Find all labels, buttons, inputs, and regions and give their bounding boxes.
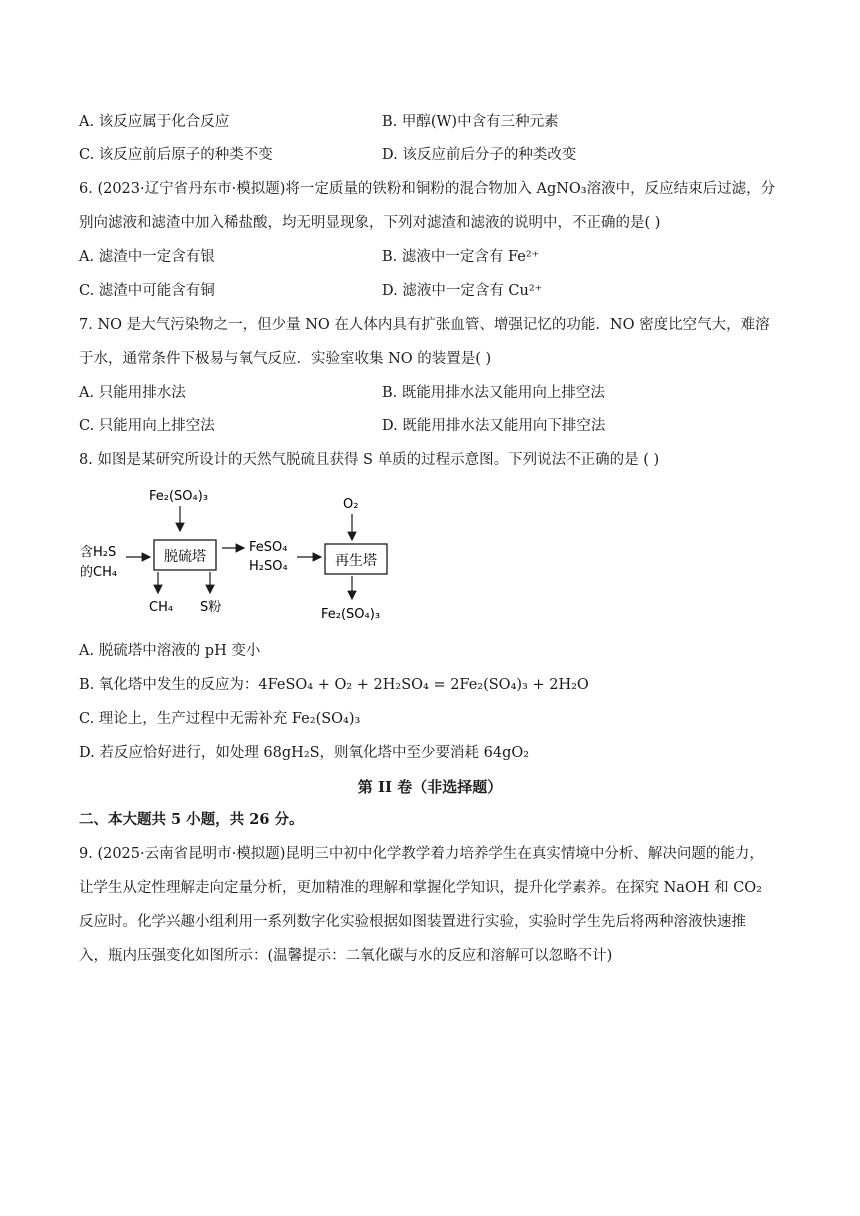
section2-title: 第 II 卷（非选择题） (357, 778, 503, 796)
q6-option-d: D. 滤液中一定含有 Cu²⁺ (382, 283, 543, 299)
label-tower1: 脱硫塔 (164, 549, 206, 565)
q6-option-b: B. 滤液中一定含有 Fe²⁺ (382, 249, 540, 265)
q8-option-b: B. 氧化塔中发生的反应为：4FeSO₄ + O₂ + 2H₂SO₄ = 2Fe₂(SO₄)₃ + 2H₂O (79, 677, 589, 693)
q6-stem-line2: 别向滤液和滤渣中加入稀盐酸，均无明显现象，下列对滤渣和滤液的说明中，不正确的是( ) (79, 215, 661, 231)
label-ch4-out: CH₄ (149, 600, 174, 615)
label-input-line1: 含H₂S (80, 545, 117, 560)
q6-option-c: C. 滤渣中可能含有铜 (79, 283, 215, 299)
label-fe2so43-top: Fe₂(SO₄)₃ (149, 489, 209, 504)
section2-header: 二、本大题共 5 小题，共 26 分。 (79, 811, 304, 828)
q6-option-a: A. 滤渣中一定含有银 (79, 249, 215, 265)
q5-option-c: C. 该反应前后原子的种类不变 (79, 147, 273, 163)
label-s-out: S粉 (200, 600, 222, 615)
label-input-line2: 的CH₄ (80, 565, 118, 580)
q6-stem-line1: 6. (2023·辽宁省丹东市·模拟题)将一定质量的铁粉和铜粉的混合物加入 AgNO₃溶液中，反应结束后过滤，分 (79, 181, 776, 197)
label-mid-line2: H₂SO₄ (249, 559, 288, 574)
label-mid-line1: FeSO₄ (249, 540, 288, 555)
label-fe2so43-bottom: Fe₂(SO₄)₃ (321, 607, 381, 622)
q9-stem-line3: 反应时。化学兴趣小组利用一系列数字化实验根据如图装置进行实验，实验时学生先后将两种溶液快速推 (79, 914, 746, 930)
q9-stem-line2: 让学生从定性理解走向定量分析，更加精准的理解和掌握化学知识，提升化学素养。在探究 NaOH 和 CO₂ (79, 880, 762, 896)
label-o2: O₂ (343, 497, 359, 512)
q9-stem-line1: 9. (2025·云南省昆明市·模拟题)昆明三中初中化学教学着力培养学生在真实情境中分析、解决问题的能力， (79, 846, 764, 862)
q7-option-b: B. 既能用排水法又能用向上排空法 (382, 385, 605, 401)
q5-option-a: A. 该反应属于化合反应 (79, 114, 230, 130)
label-tower2: 再生塔 (335, 553, 377, 569)
q7-option-c: C. 只能用向上排空法 (79, 418, 215, 434)
q7-option-a: A. 只能用排水法 (79, 385, 186, 401)
q8-option-c: C. 理论上，生产过程中无需补充 Fe₂(SO₄)₃ (79, 711, 361, 727)
q7-stem-line2: 于水，通常条件下极易与氧气反应．实验室收集 NO 的装置是( ) (79, 351, 492, 367)
q7-option-d: D. 既能用排水法又能用向下排空法 (382, 418, 606, 434)
q8-option-d: D. 若反应恰好进行，如处理 68gH₂S，则氧化塔中至少要消耗 64gO₂ (79, 745, 530, 761)
q8-option-a: A. 脱硫塔中溶液的 pH 变小 (79, 643, 261, 659)
q5-option-d: D. 该反应前后分子的种类改变 (382, 147, 577, 163)
q8-stem: 8. 如图是某研究所设计的天然气脱硫且获得 S 单质的过程示意图。下列说法不正确的是 ( ) (79, 452, 660, 468)
q7-stem-line1: 7. NO 是大气污染物之一，但少量 NO 在人体内具有扩张血管、增强记忆的功能．NO 密度比空气大，难溶 (79, 317, 770, 333)
q9-stem-line4: 入，瓶内压强变化如图所示：(温馨提示：二氧化碳与水的反应和溶解可以忽略不计) (79, 948, 613, 964)
q5-option-b: B. 甲醇(W)中含有三种元素 (382, 114, 559, 130)
desulfurization-process-diagram (76, 482, 406, 630)
